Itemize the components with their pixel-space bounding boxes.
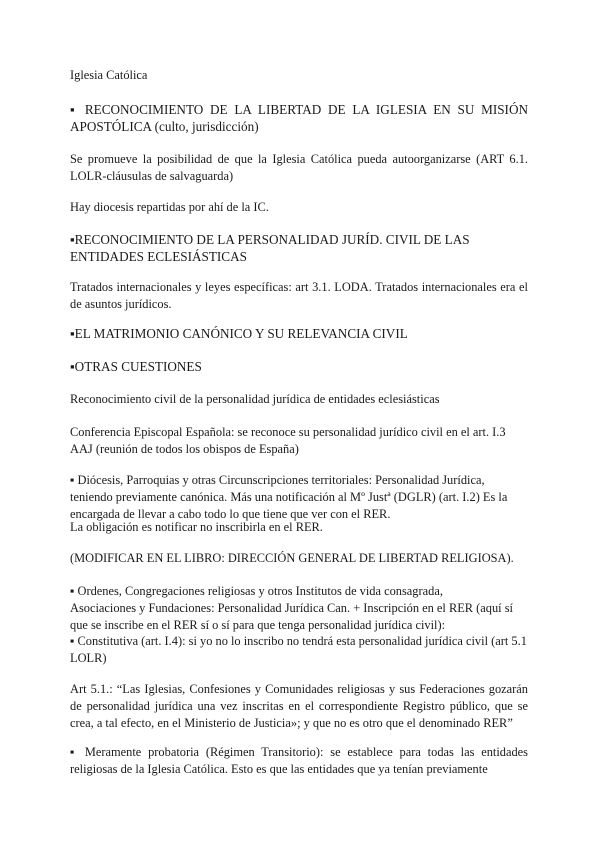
- section-heading-libertad: ▪ RECONOCIMIENTO DE LA LIBERTAD DE LA IGLESIA EN SU MISIÓN APOSTÓLICA (culto, jurisdicción): [70, 102, 528, 134]
- note-modificar: (MODIFICAR EN EL LIBRO: DIRECCIÓN GENERAL DE LIBERTAD RELIGIOSA).: [70, 551, 514, 565]
- paragraph-autoorganizacion: Se promueve la posibilidad de que la Iglesia Católica pueda autoorganizarse (ART 6.1. LOLR-cláusulas de salvaguarda): [70, 152, 528, 183]
- list-item-ordenes: ▪ Ordenes, Congregaciones religiosas y otros Institutos de vida consagrada,: [70, 584, 443, 598]
- list-item-diocesis: ▪ Diócesis, Parroquias y otras Circunscripciones territoriales: Personalidad Jurídica, teniendo previamente canónica. Más una notificación al Mº Justª (DGLR) (art. I.2) Es la encargada de llevar a cabo todo lo que tiene que ver con el RER.: [70, 473, 508, 521]
- paragraph-asociaciones: Asociaciones y Fundaciones: Personalidad Jurídica Can. + Inscripción en el RER (aquí sí que se inscribe en el RER sí o sí para que tenga personalidad jurídica civil):: [70, 601, 513, 632]
- paragraph-diocesis: Hay diocesis repartidas por ahí de la IC.: [70, 200, 269, 214]
- document-title: Iglesia Católica: [70, 68, 148, 82]
- list-item-constitutiva: ▪ Constitutiva (art. I.4): si yo no lo inscribo no tendrá esta personalidad jurídica civil (art 5.1 LOLR): [70, 634, 527, 665]
- subsection-title-reconocimiento: Reconocimiento civil de la personalidad jurídica de entidades eclesiásticas: [70, 392, 440, 406]
- list-item-probatoria: ▪ Meramente probatoria (Régimen Transitorio): se establece para todas las entidades religiosas de la Iglesia Católica. Esto es que las entidades que ya tenían previamente: [70, 745, 528, 776]
- paragraph-tratados: Tratados internacionales y leyes específicas: art 3.1. LODA. Tratados internacionales era el de asuntos jurídicos.: [70, 280, 528, 311]
- quote-art-5-1: Art 5.1.: “Las Iglesias, Confesiones y Comunidades religiosas y sus Federaciones gozarán de personalidad jurídica una vez inscritas en el correspondiente Registro público, que se crea, a tal efecto, en el Ministerio de Justicia»; y que no es otro que el denominado RER”: [70, 682, 528, 730]
- paragraph-conferencia: Conferencia Episcopal Española: se reconoce su personalidad jurídico civil en el art. I.3 AAJ (reunión de todos los obispos de España): [70, 425, 506, 456]
- section-heading-matrimonio: ▪EL MATRIMONIO CANÓNICO Y SU RELEVANCIA CIVIL: [70, 326, 408, 341]
- section-heading-personalidad: ▪RECONOCIMIENTO DE LA PERSONALIDAD JURÍD. CIVIL DE LAS ENTIDADES ECLESIÁSTICAS: [70, 232, 470, 264]
- section-heading-otras: ▪OTRAS CUESTIONES: [70, 359, 202, 374]
- paragraph-obligacion: La obligación es notificar no inscribirla en el RER.: [70, 520, 323, 534]
